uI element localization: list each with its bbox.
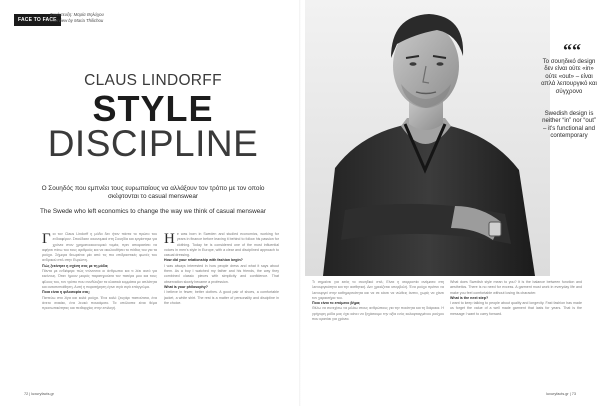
- page-folio-left: 72 | luxuryfacts.gr: [24, 392, 54, 396]
- body-paragraph: e was born in Sweden and studied economics, working for years in finance before leaving it behind to follow his passion for clothing. Today he is considered one of the most influential voices in men's style in Europe, with a clear and disciplined approach to casual dressing.: [164, 232, 279, 258]
- section-tag: FACE TO FACE: [14, 14, 61, 26]
- credit-english: Interview by Maria Thilichou: [50, 17, 104, 23]
- drop-cap: H: [164, 232, 175, 247]
- body-column-2: [164, 232, 279, 382]
- interview-question: What is your philosophy?: [164, 284, 208, 289]
- body-paragraph: Πάντα με ενδιέφερε πώς ντύνονται οι άνθρωποι και τι λέει αυτό για εκείνους. Όταν ήμουν μικρός παρατηρούσα τον πατέρα μου και τους φίλους του, τον τρόπο που συνδύαζαν τα κλασικά κομμάτια με απλότητα και αυτοπεποίθηση. Αυτή η παρατήρηση έγινε σιγά σιγά επάγγελμα.: [42, 269, 157, 289]
- interview-question: Πώς ξεκίνησε η σχέση σας με τη μόδα;: [42, 263, 109, 268]
- body-column-4: [450, 280, 582, 385]
- body-paragraph: I was always interested in how people dress and what it says about them. As a boy I watched my father and his friends, the way they combined classic pieces with simplicity and confidence. That observation slowly became a profession.: [164, 263, 279, 284]
- body-paragraph: Πιστεύω στα λίγα και καλά ρούχα. Ένα καλό ζευγάρι παπούτσια, ένα άνετο σακάκι, ένα λευκό πουκάμισο. Τα υπόλοιπα είναι θέμα προσωπικότητας και πειθαρχίας στην επιλογή.: [42, 295, 157, 311]
- drop-cap: Γ: [42, 232, 51, 247]
- headline-style: STYLE: [92, 88, 214, 129]
- body-paragraph: Τι σημαίνει για εσάς το σουηδικό στιλ; Είναι η ισορροπία ανάμεσα στη λειτουργικότητα και την αισθητική. Δεν χρειάζεται υπερβολή. Ένα ρούχο πρέπει να λειτουργεί στην καθημερινότητα και να σε κάνει να νιώθεις άνετα, χωρίς να χάνει τον χαρακτήρα του.: [312, 280, 444, 300]
- pull-quote-english: Swedish design is neither “in” nor “out” – it's functional and contemporary: [542, 110, 596, 140]
- pull-quote-marks: ““: [563, 40, 581, 60]
- interviewee-name: CLAUS LINDORFF: [84, 72, 222, 89]
- body-paragraph: Θέλω να συνεχίσω να μιλάω στους ανθρώπους για την ποιότητα και τη διάρκεια. Η γρήγορη μόδα μας έχει κάνει να ξεχάσουμε την αξία ενός καλοφτιαγμένου ρούχου που κρατάει για χρόνια.: [312, 306, 444, 322]
- portrait-illustration: [305, 0, 550, 276]
- portrait-photo: [305, 0, 550, 276]
- deck-english: The Swede who left economics to change the way we think of casual menswear: [40, 208, 266, 215]
- page-gutter: [299, 0, 301, 406]
- body-paragraph: What does Swedish style mean to you? It is the balance between function and aesthetics. There is no need for excess. A garment must work in everyday life and make you feel comfortable without losing its character.: [450, 280, 582, 295]
- interview-question: What is the next step?: [450, 295, 489, 300]
- body-paragraph: I want to keep talking to people about quality and longevity. Fast fashion has made us forget the value of a well made garment that lasts for years. That is the message I want to carry forward.: [450, 301, 582, 316]
- body-paragraph: ια τον Claus Lindorff η μόδα δεν ήταν πάντα το πρώτο του ενδιαφέρον. Σπούδασε οικονομικά στη Σουηδία και εργάστηκε για χρόνια στον χρηματοοικονομικό τομέα, πριν αποφασίσει να αφήσει πίσω του τους αριθμούς και να ακολουθήσει το πάθος του για τα ρούχα. Σήμερα θεωρείται μία από τις πιο επιδραστικές φωνές του ανδρικού στιλ στην Ευρώπη.: [42, 232, 157, 263]
- deck-greek: Ο Σουηδός που εμπνέει τους ευρωπαίους να αλλάξουν τον τρόπο με τον οποίο σκέφτονται το casual menswear: [41, 185, 265, 200]
- body-column-3: [312, 280, 444, 385]
- interview-question: Ποια είναι η φιλοσοφία σας;: [42, 290, 90, 295]
- article-credits: [50, 12, 160, 23]
- credit-greek: Συνέντευξη: Μαρία Θηλύχου: [50, 12, 104, 17]
- page-folio-right: luxuryfacts.gr | 73: [546, 392, 576, 396]
- body-column-1: [42, 232, 157, 382]
- pull-quote-greek: Το σουηδικό design δεν είναι ούτε «in» ούτε «out» – είναι απλά λειτουργικό και σύγχρονο: [541, 58, 597, 95]
- interview-question: How did your relationship with fashion begin?: [164, 258, 243, 263]
- body-paragraph: I believe in fewer, better clothes. A good pair of shoes, a comfortable jacket, a white shirt. The rest is a matter of personality and discipline in the choice.: [164, 290, 279, 305]
- headline-discipline: DISCIPLINE: [47, 123, 259, 164]
- interview-question: Ποιο είναι το επόμενο βήμα;: [312, 301, 361, 306]
